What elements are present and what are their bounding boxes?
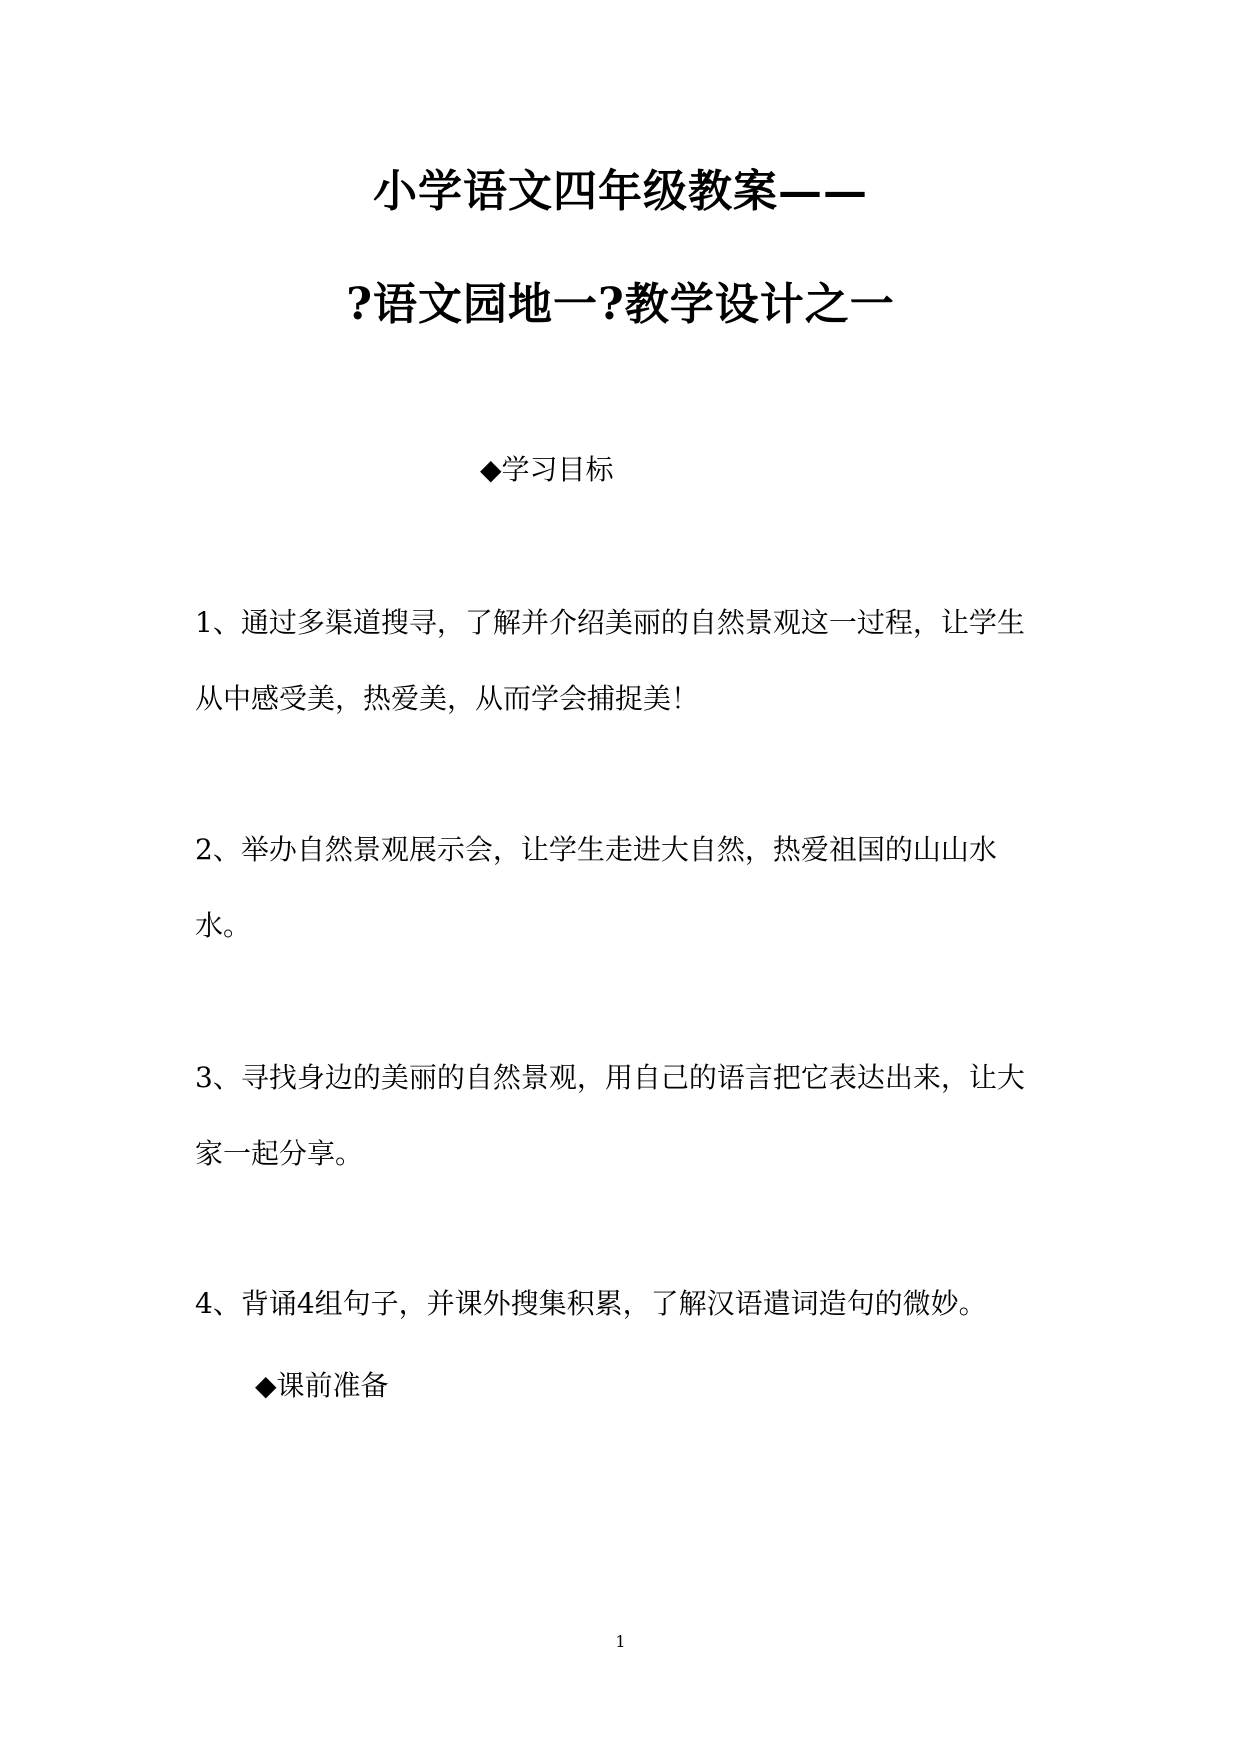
learning-goal-item-4: 4、背诵4组句子，并课外搜集积累，了解汉语遣词造句的微妙。 [195, 1287, 987, 1320]
document-title-line-1: 小学语文四年级教案—— [373, 166, 868, 217]
learning-goal-item-1: 1、通过多渠道搜寻，了解并介绍美丽的自然景观这一过程，让学生从中感受美，热爱美，从而学会捕捉美！ [195, 606, 1025, 715]
learning-goal-item-2: 2、举办自然景观展示会，让学生走进大自然，热爱祖国的山山水水。 [195, 833, 997, 942]
section-heading-learning-goals: ◆学习目标 [480, 453, 614, 486]
document-title-line-2: ?语文园地一?教学设计之一 [346, 279, 895, 330]
learning-goal-item-3: 3、寻找身边的美丽的自然景观，用自己的语言把它表达出来，让大家一起分享。 [195, 1061, 1025, 1170]
page-number: 1 [615, 1632, 626, 1651]
section-heading-preparation: ◆课前准备 [255, 1369, 389, 1402]
